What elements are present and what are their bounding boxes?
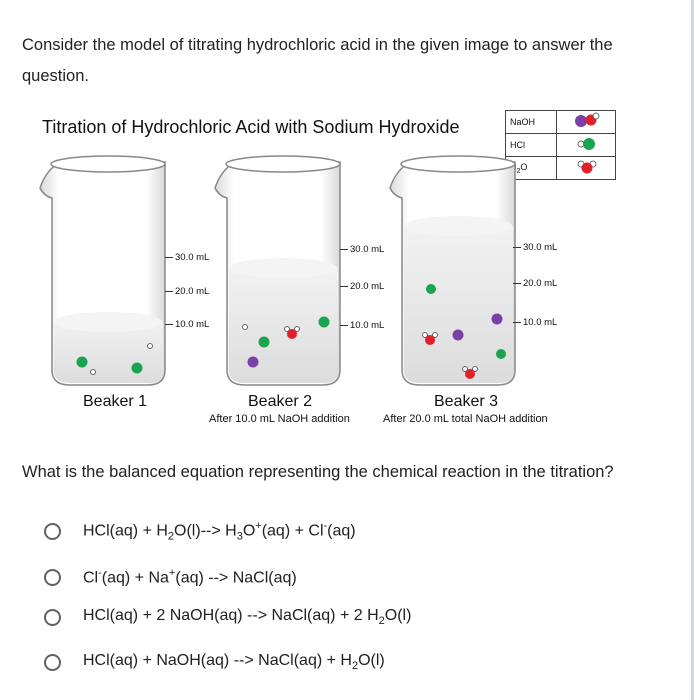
beaker-2-caption: After 10.0 mL NaOH addition [209, 413, 350, 425]
titration-figure [0, 100, 694, 440]
chloride-ion [77, 357, 88, 368]
tick-10-beaker-1: 10.0 mL [165, 319, 209, 330]
figure-title: Titration of Hydrochloric Acid with Sodium Hydroxide [42, 117, 460, 137]
tick-20-beaker-3: 20.0 mL [513, 278, 557, 289]
tick-30-beaker-1: 30.0 mL [165, 252, 209, 263]
question-text: Consider the model of titrating hydrochloric acid in the given image to answer the question. [22, 36, 613, 85]
question-prompt: What is the balanced equation representing the chemical reaction in the titration? [22, 463, 614, 481]
legend-label-hcl: HCl [506, 134, 557, 157]
legend-label-water: $_2$O [506, 157, 557, 180]
beaker-3-label: Beaker 3 [434, 393, 499, 410]
option-2[interactable] [44, 565, 297, 589]
option-4[interactable] [44, 650, 385, 674]
radio-button[interactable] [44, 654, 61, 671]
radio-button[interactable] [44, 569, 61, 586]
beaker-1 [40, 156, 165, 385]
option-4-text: HCl(aq) + NaOH(aq) --> NaCl(aq) + $H_2O(l)$ [83, 651, 385, 673]
tick-10-beaker-2: 10.0 mL [340, 320, 384, 331]
tick-30-beaker-3: 30.0 mL [513, 242, 557, 253]
legend-label-naoh: NaOH [506, 111, 557, 134]
option-1[interactable] [44, 519, 356, 543]
radio-button[interactable] [44, 609, 61, 626]
chloride-ion [132, 363, 143, 374]
tick-10-beaker-3: 10.0 mL [513, 317, 557, 328]
beaker-3-caption: After 20.0 mL total NaOH addition [383, 413, 548, 425]
beakers-drawing [0, 100, 694, 440]
radio-button[interactable] [44, 523, 61, 540]
option-2-text: Cl-(aq) + Na+(aq) --> NaCl(aq) [83, 566, 297, 587]
beaker-1-label: Beaker 1 [83, 393, 148, 410]
option-1-text: $HCl(aq) + H_2O(l)--> H_3O^+(aq) + Cl^-(aq)$ [83, 519, 356, 543]
beaker-2-label: Beaker 2 [248, 393, 313, 410]
beaker-3 [390, 156, 515, 385]
tick-20-beaker-2: 20.0 mL [340, 281, 384, 292]
option-3-text: HCl(aq) + 2 NaOH(aq) --> NaCl(aq) + 2 $H_2O(l)$ [83, 606, 412, 628]
tick-20-beaker-1: 20.0 mL [165, 286, 209, 297]
tick-30-beaker-2: 30.0 mL [340, 244, 384, 255]
beaker-2 [215, 156, 340, 385]
option-3[interactable] [44, 605, 411, 629]
